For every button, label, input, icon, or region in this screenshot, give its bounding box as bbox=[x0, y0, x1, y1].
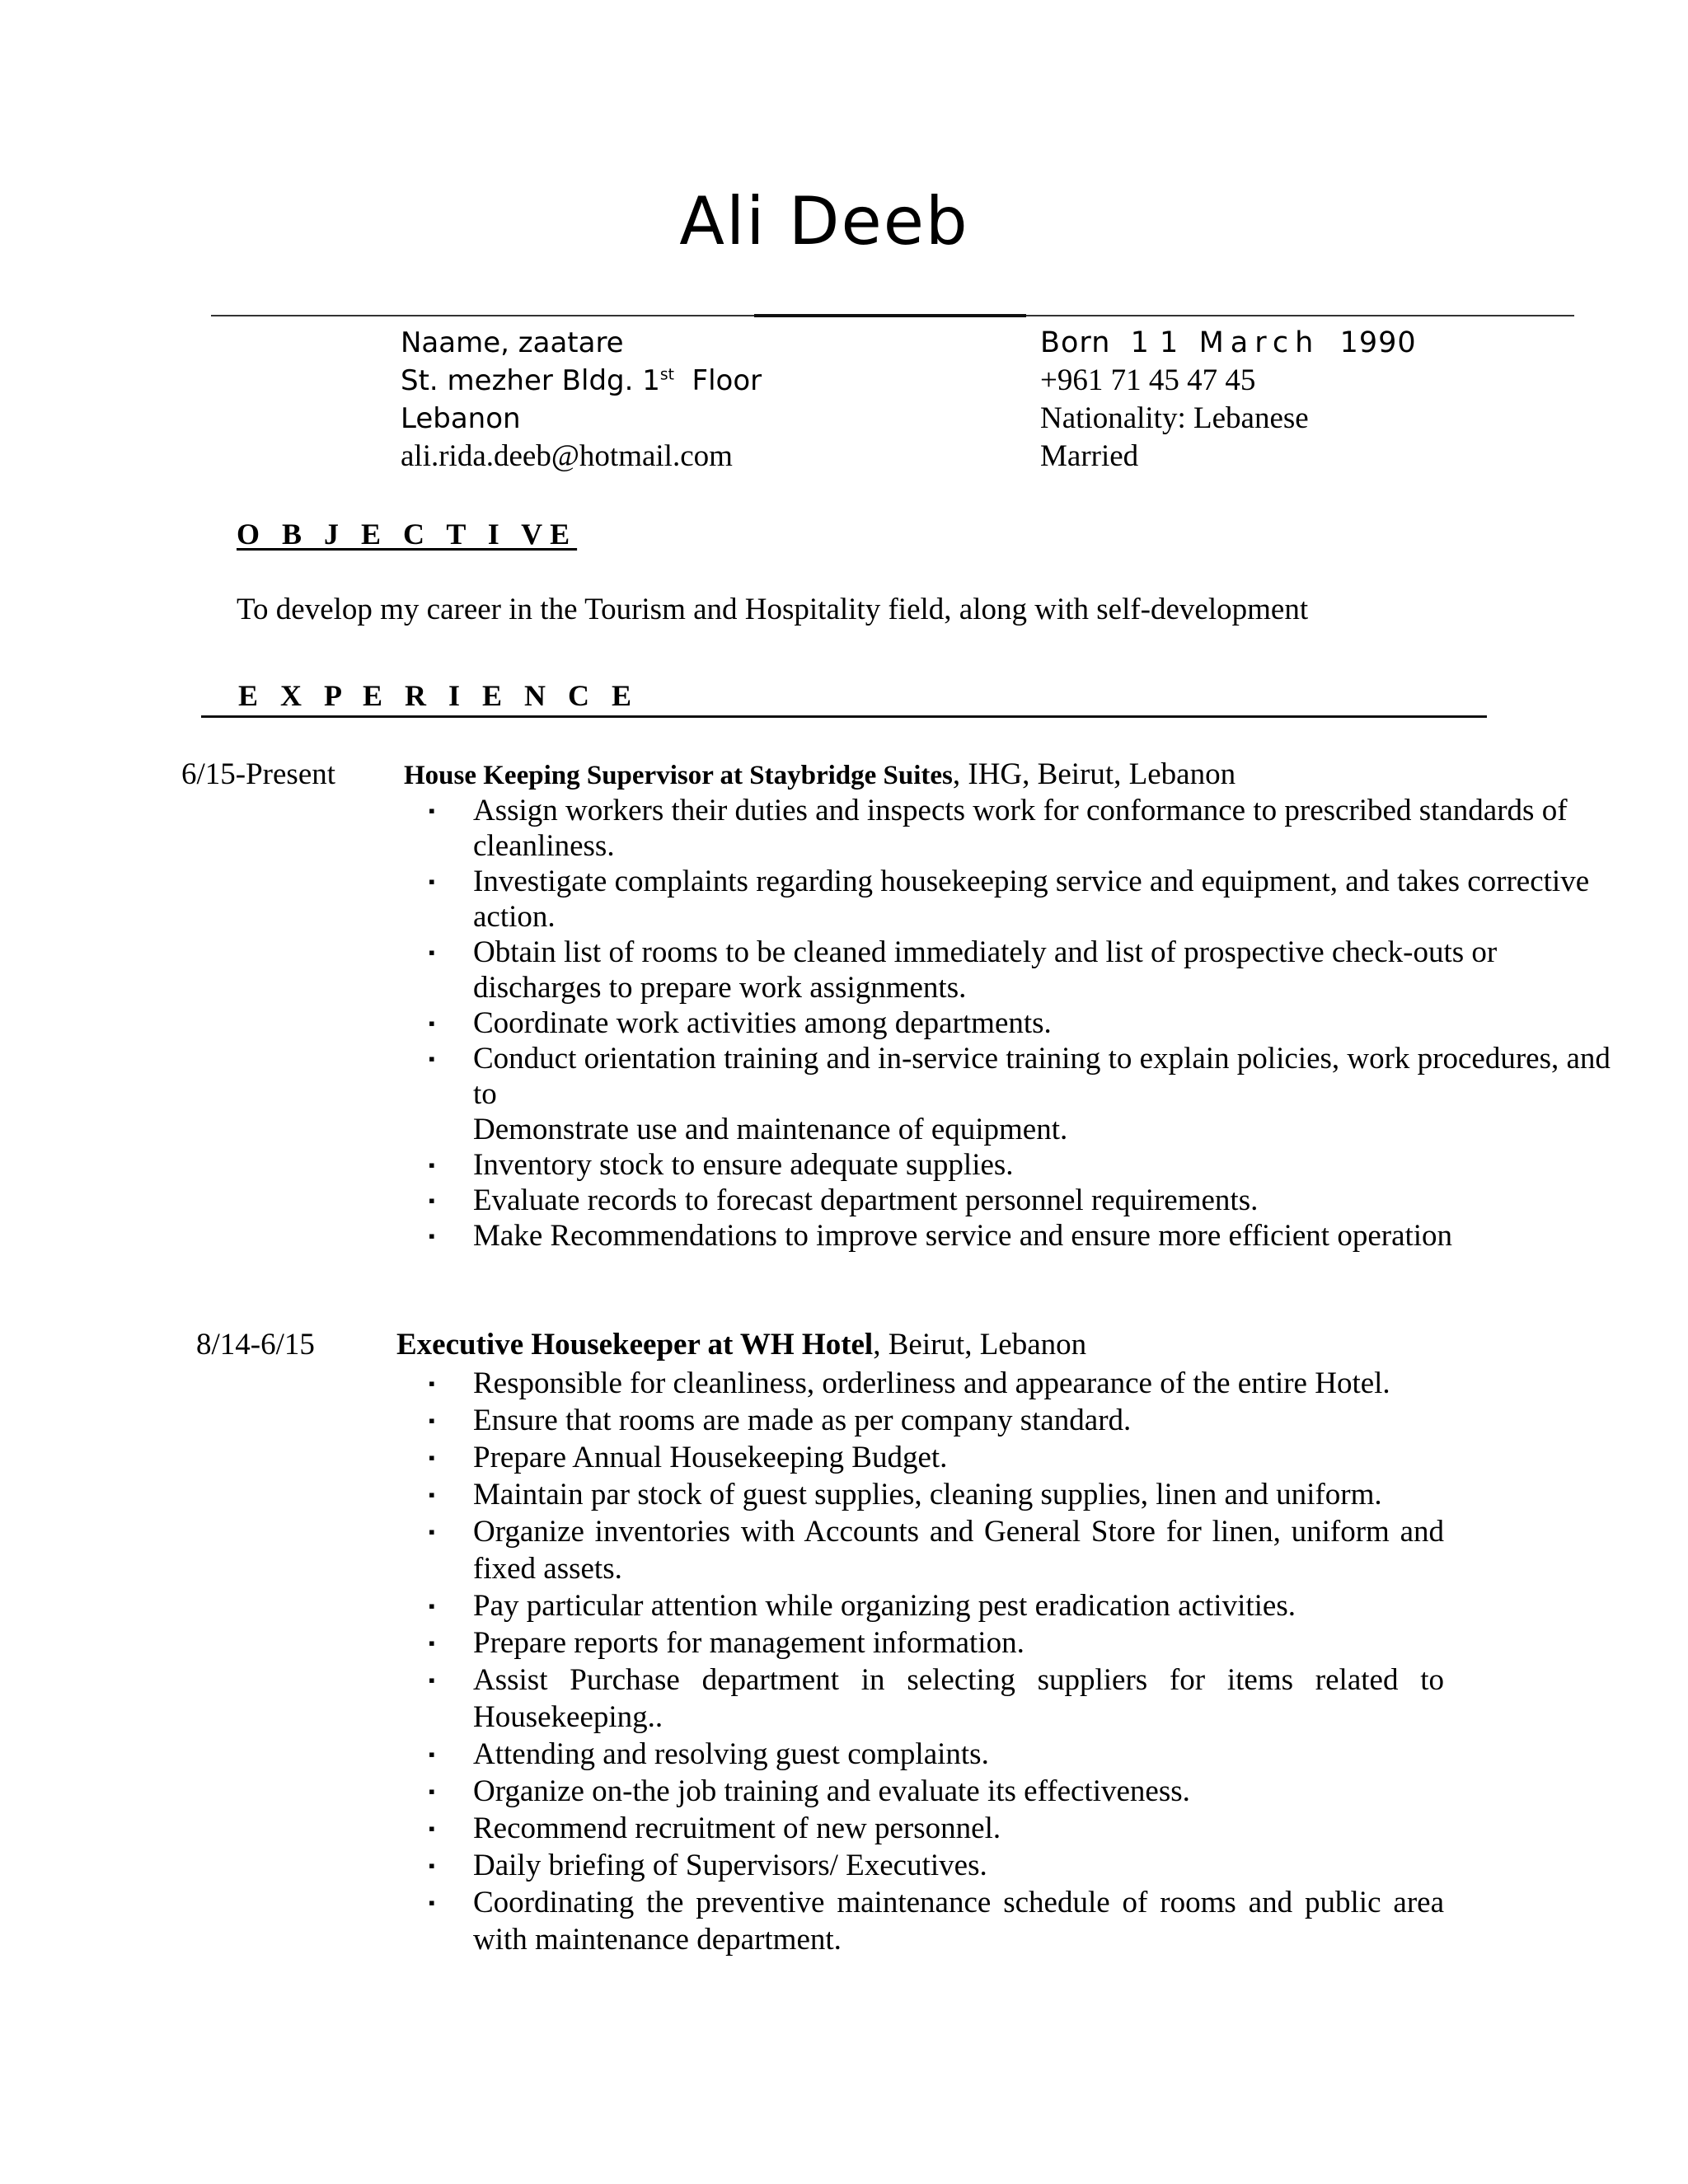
list-item: ▪ Assign workers their duties and inspects work for conformance to prescribed standards of cleanliness. bbox=[429, 794, 1568, 863]
objective-text: To develop my career in the Tourism and Hospitality field, along with self-development bbox=[237, 593, 1309, 626]
list-item: ▪ Assist Purchase department in selecting suppliers for items related to Housekeeping.. bbox=[429, 1663, 1444, 1734]
bullet-icon: ▪ bbox=[429, 1596, 435, 1616]
bullet-icon: ▪ bbox=[429, 1410, 435, 1431]
bullet-icon: ▪ bbox=[429, 1190, 435, 1211]
bullet-icon: ▪ bbox=[429, 1855, 435, 1876]
list-item: ▪ Make Recommendations to improve service and ensure more efficient operation bbox=[429, 1219, 1453, 1253]
job-date: 6/15-Present bbox=[181, 757, 336, 791]
bullet-icon: ▪ bbox=[429, 1521, 435, 1542]
objective-heading: O B J E C T I VE bbox=[237, 518, 578, 551]
job-duties-list bbox=[429, 793, 1615, 1254]
bullet-icon: ▪ bbox=[429, 1633, 435, 1653]
bullet-icon: ▪ bbox=[429, 1155, 435, 1175]
job-title bbox=[404, 757, 1236, 792]
list-item: ▪ Coordinating the preventive maintenance schedule of rooms and public area with maintenance department. bbox=[429, 1886, 1444, 1957]
address-line-3: Lebanon bbox=[401, 402, 521, 435]
list-item: ▪ Ensure that rooms are made as per company standard. bbox=[429, 1404, 1132, 1437]
job-location: , IHG, Beirut, Lebanon bbox=[952, 757, 1236, 791]
list-item: ▪ Organize on-the job training and evaluate its effectiveness. bbox=[429, 1774, 1190, 1808]
list-item: ▪ Daily briefing of Supervisors/ Executives. bbox=[429, 1849, 987, 1882]
phone-number: +961 71 45 47 45 bbox=[1040, 363, 1256, 397]
bullet-icon: ▪ bbox=[429, 871, 435, 892]
email-address: ali.rida.deeb@hotmail.com bbox=[401, 439, 733, 473]
job-duties-list bbox=[429, 1365, 1444, 1958]
bullet-icon: ▪ bbox=[429, 1781, 435, 1802]
address-line-2: St. mezher Bldg. 1st Floor bbox=[401, 364, 762, 397]
list-item: ▪ Organize inventories with Accounts and General Store for linen, uniform and fixed assets. bbox=[429, 1515, 1444, 1586]
bullet-icon: ▪ bbox=[429, 942, 435, 963]
marital-status: Married bbox=[1040, 439, 1139, 473]
list-item: ▪ Obtain list of rooms to be cleaned immediately and list of prospective check-outs or discharges to prepare work assignments. bbox=[429, 935, 1498, 1005]
list-item: ▪ Evaluate records to forecast department personnel requirements. bbox=[429, 1183, 1259, 1217]
candidate-name: Ali Deeb bbox=[679, 183, 969, 260]
list-item: ▪ Prepare reports for management information. bbox=[429, 1626, 1025, 1660]
bullet-icon: ▪ bbox=[429, 1226, 435, 1246]
bullet-icon: ▪ bbox=[429, 1744, 435, 1765]
bullet-icon: ▪ bbox=[429, 1818, 435, 1839]
list-item: ▪ Prepare Annual Housekeeping Budget. bbox=[429, 1441, 948, 1474]
experience-divider bbox=[201, 715, 1487, 718]
bullet-icon: ▪ bbox=[429, 1484, 435, 1505]
list-item: ▪ Recommend recruitment of new personnel. bbox=[429, 1811, 1001, 1845]
bullet-icon: ▪ bbox=[429, 1892, 435, 1913]
list-item: ▪ Coordinate work activities among departments. bbox=[429, 1006, 1052, 1040]
address-line-1: Naame, zaatare bbox=[401, 326, 624, 359]
bullet-icon: ▪ bbox=[429, 1447, 435, 1468]
experience-heading: E X P E R I E N C E bbox=[238, 679, 640, 712]
header-divider-accent bbox=[754, 314, 1026, 317]
personal-info-block bbox=[1040, 324, 1417, 476]
bullet-icon: ▪ bbox=[429, 1048, 435, 1069]
contact-address-block bbox=[401, 324, 762, 476]
job-date: 8/14-6/15 bbox=[196, 1328, 315, 1361]
bullet-icon: ▪ bbox=[429, 1670, 435, 1690]
job-title bbox=[396, 1327, 1086, 1362]
list-item: ▪ Conduct orientation training and in-service training to explain policies, work procedures, and to bbox=[429, 1042, 1611, 1111]
list-item: ▪ Maintain par stock of guest supplies, cleaning supplies, linen and uniform. bbox=[429, 1478, 1382, 1511]
list-item: ▪ Pay particular attention while organizing pest eradication activities. bbox=[429, 1589, 1296, 1623]
bullet-icon: ▪ bbox=[429, 1373, 435, 1394]
list-item: ▪ Investigate complaints regarding housekeeping service and equipment, and takes corrective action. bbox=[429, 865, 1590, 934]
list-item: ▪ Attending and resolving guest complaints. bbox=[429, 1737, 989, 1771]
job-location: , Beirut, Lebanon bbox=[873, 1328, 1087, 1361]
job-role: House Keeping Supervisor at Staybridge Suites bbox=[404, 761, 953, 790]
birth-date: Born 1 1 March 1990 bbox=[1040, 326, 1417, 359]
list-item: ▪ Inventory stock to ensure adequate supplies. bbox=[429, 1148, 1014, 1182]
bullet-icon: ▪ bbox=[429, 800, 435, 821]
list-item-continuation: Demonstrate use and maintenance of equipment. bbox=[473, 1113, 1068, 1146]
list-item: ▪ Responsible for cleanliness, orderliness and appearance of the entire Hotel. bbox=[429, 1366, 1390, 1400]
nationality: Nationality: Lebanese bbox=[1040, 401, 1309, 435]
bullet-icon: ▪ bbox=[429, 1013, 435, 1033]
job-role: Executive Housekeeper at WH Hotel bbox=[396, 1328, 874, 1361]
